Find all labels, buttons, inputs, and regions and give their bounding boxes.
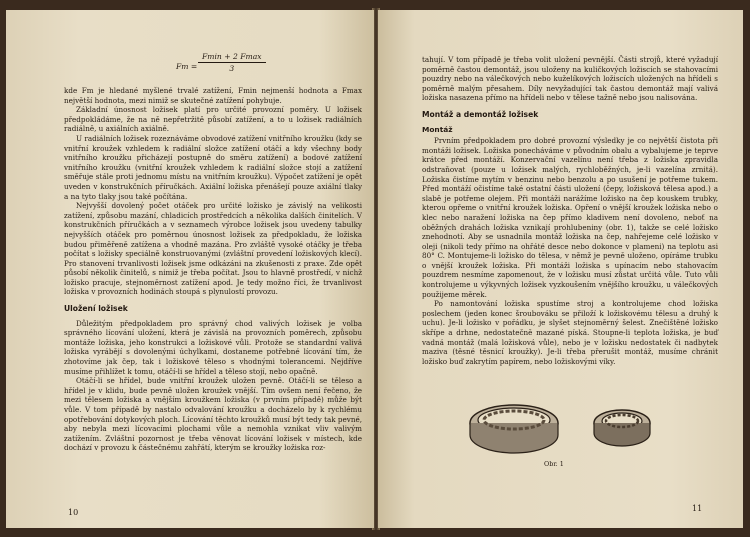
page-number-left: 10 — [68, 508, 79, 517]
figure-caption: Obr. 1 — [544, 460, 564, 468]
bearing-small-icon — [594, 410, 650, 446]
left-page — [6, 10, 374, 528]
subheading: Montáž — [422, 124, 453, 134]
paragraph: Otáčí-li se hřídel, bude vnitřní kroužek uložen pevně. Otáčí-li se těleso a hřídel je v klidu, bude pevně uložen kroužek vnější. Tím ovšem není řečeno, že mezi tělesem ložiska a vnějším kroužkem ložiska (v prvním případě) může být vůle. V tom případě by nastalo odvalování kroužku a docházelo by k rychlému opotřebování dotykových ploch. Lícování těchto kroužků musí být tedy tak pevné, aby nebyla mezi lícovacími plochami vůle a nemohla vznikat vliv valivým zatížením. Zvláštní pozornost je třeba věnovat lícování ložisek v místech, kde dochází v provozu k částečnému zahřátí, kterým se kroužky ložiska roz- — [64, 376, 363, 453]
formula-fraction — [198, 52, 266, 73]
page-number-right: 11 — [692, 504, 703, 513]
bearing-large-icon — [470, 405, 558, 453]
paragraph: U radiálních ložisek rozeznáváme obvodové zatížení vnitřního kroužku (kdy se vnitřní kroužek vzhledem k radiální složce zatížení otáčí a kdy všechny body vnitřního kroužku přicházejí postupně do směru zatížení) a bodové zatížení vnitřního kroužku (vnitřní kroužek vzhledem k radiální složce stojí a zatížení směřuje stále proti jednomu místu na vnitřním kroužku). Výpočet zatížení je opět uveden v konstrukčních příručkách. Axiální ložiska přenášejí pouze axiální tlaky a na tyto tlaky jsou také počítána. — [64, 133, 362, 201]
paragraph: Prvním předpokladem pro dobré provozní výsledky je co největší čistota při montáži ložisek. Ložiska ponecháváme v původním obalu a vybalujeme je teprve krátce před montáží. Konzervační vazelínu není třeba z ložiska zpravidla odstraňovat (pouze u ložisek malých, rychloběžných, je-li vazelína zrnitá). Ložiska čistíme mytím v benzinu nebo benzolu a po usušení je potřeme tukem. Před montáží očistíme také ostatní části uložení (čepy, ložisková tělesa apod.) a slabě je potřeme olejem. Při montáži narážíme ložisko na čep kouskem trubky, kterou opřeme o vnitřní kroužek ložiska. Opření o vnější kroužek ložiska nebo o klec nebo naražení ložiska na čep přímo kladivem není dovoleno, neboť na oběžných drahách ložiska vznikají prohlubeniny (obr. 1), takže se celé ložisko znehodnotí. Aby se usnadnila montáž ložiska na čep, nahřejeme celé ložisko v oleji (nikoli tedy přímo na ohřáté desce nebo dokonce v plameni) na teplotu asi 80° C. Montujeme-li ložisko do tělesa, v němž je pevně uloženo, opíráme trubku o vnější kroužek ložiska. Při montáži ložiska s upínacím nebo stahovacím pouzdrem nesmíme zapomenout, že v ložisku musí zůstat určitá vůle. Tuto vůli kontrolujeme u výkyvných ložisek vyzkoušením vnějšího kroužku, u válečkových použijeme měrek. — [422, 136, 718, 299]
paragraph: Po namontování ložiska spustíme stroj a kontrolujeme chod ložiska poslechem (jeden konec šroubováku se přiloží k ložiskovému tělesu a druhý k uchu). Je-li ložisko v pořádku, je slyšet stejnoměrný šelest. Znečištěné ložisko skřípe a drhne, nedostatečně mazané píská. Stoupne-li teplota ložiska, je buď vadná montáž (malá ložisková vůle), nebo je v ložisku nedostatek či nadbytek maziva (těsné těsnicí kroužky). Je-li třeba přerušit montáž, musíme chránit ložisko buď zakrytím papírem, nebo ložiskovými víky. — [422, 299, 718, 366]
formula-denominator: 3 — [229, 64, 235, 73]
bearing-figure — [462, 393, 682, 463]
formula-numerator: Fmin + 2 Fmax — [198, 52, 266, 63]
formula-lhs: Fm = — [176, 62, 198, 71]
paragraph: kde Fm je hledané myšlené trvalé zatížení, Fmin nejmenší hodnota a Fmax největší hodnota, mezi nimiž se skutečné zatížení pohybuje. — [64, 86, 362, 105]
right-text-column — [422, 55, 718, 366]
left-text-column — [64, 86, 362, 453]
paragraph: Základní únosnost ložisek platí pro určité provozní poměry. U ložisek předpokládáme, že na ně nepřetržitě působí zatížení, a to u ložisek radiálních radiálně, u axiálních axiálně. — [64, 105, 362, 134]
paragraph: Nejvyšší dovolený počet otáček pro určité ložisko je závislý na velikosti zatížení, způsobu mazání, chladicích prostředcích a několika dalších činitelích. V konstrukčních příručkách a v seznamech výrobce ložisek jsou uvedeny tabulky nejvyšších otáček pro poměrnou únosnost ložisek za předpokladu, že ložiska budou přiměřeně zatížena a vhodně mazána. Pro zvláště vysoké otáčky je třeba počítat s ložisky speciálně konstruovanými (zvláštní provedení ložiskových klecí). Pro stanovení trvanlivosti ložisek jsme odkázáni na zkušenosti z praxe. Zde opět působí několik činitelů, s nimiž je třeba počítat. Jsou to hlavně prostředí, v nichž ložisko pracuje, stejnoměrnost zatížení apod. Je tedy možno říci, že trvanlivost ložiska v provozních hodinách stoupá s plynulostí provozu. — [64, 201, 362, 297]
paragraph: Důležitým předpokladem pro správný chod valivých ložisek je volba správného lícování uložení, která je závislá na provozních poměrech, způsobu montáže ložiska, jeho konstrukci a ložiskové vůli. Protože se standardní valivá ložiska vyrábějí s dovolenými úchylkami, dostaneme potřebné lícování tím, že zhotovíme jak čep, tak i ložiskové těleso s vhodnými tolerancemi. Nejdříve musíme přihlížet k tomu, otáčí-li se hřídel a těleso stojí, nebo opačně. — [64, 318, 362, 376]
right-page — [378, 10, 743, 528]
section-heading: Uložení ložisek — [64, 304, 128, 314]
paragraph: tahují. V tom případě je třeba volit uložení pevnější. Části strojů, které vyžadují poměrně častou demontáž, jsou uloženy na kuličkových ložiscích se stahovacími pouzdry nebo na válečkových nebo kuželíkových ložiscích uložených na hřídeli s poměrně malým přesahem. Díly nevyžadující tak častou demontáž mají valivá ložiska nasazena přímo na hřídeli nebo v tělese tažně nebo jsou nalisována. — [422, 55, 718, 103]
section-heading: Montáž a demontáž ložisek — [422, 109, 539, 119]
